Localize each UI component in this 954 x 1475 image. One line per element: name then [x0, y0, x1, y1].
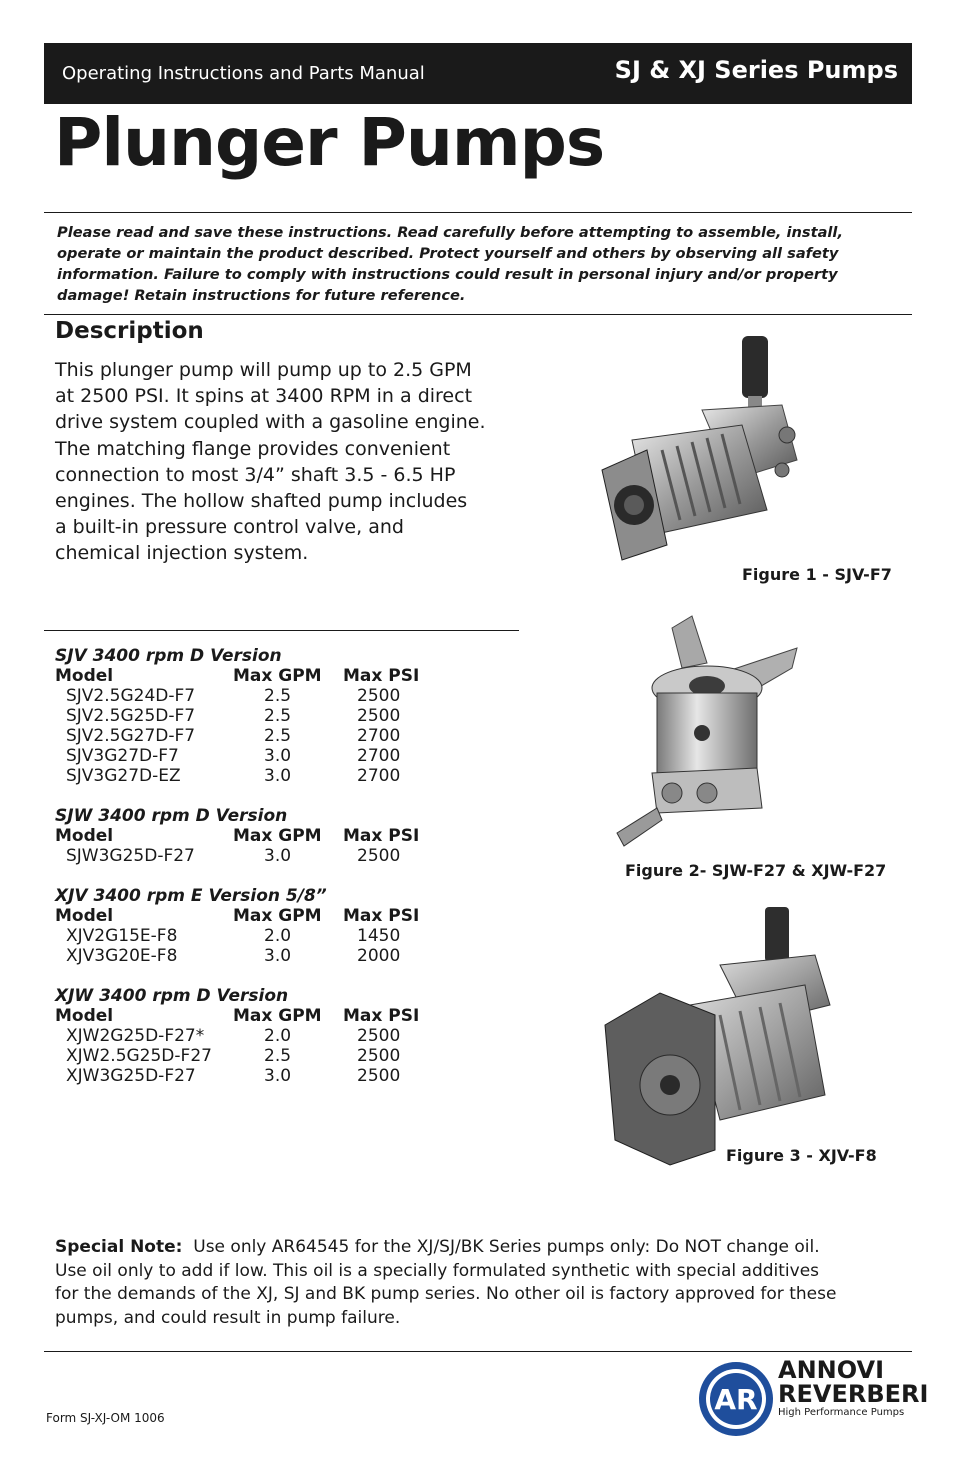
logo-tagline: High Performance Pumps — [778, 1407, 905, 1418]
special-note-line: for the demands of the XJ, SJ and BK pump series. No other oil is factory approved for these — [55, 1284, 837, 1304]
spec-psi: 2500 — [357, 1026, 401, 1046]
figure-2-pump-image — [612, 608, 802, 853]
spec-row — [55, 926, 475, 946]
description-line: chemical injection system. — [55, 542, 309, 565]
divider-top — [44, 212, 912, 213]
description-line: drive system coupled with a gasoline engine. — [55, 411, 486, 434]
description-text — [55, 357, 525, 567]
spec-section-title: XJW 3400 rpm D Version — [55, 986, 289, 1006]
spec-gpm: 2.5 — [264, 1046, 292, 1066]
psi-header: Max PSI — [343, 1006, 420, 1026]
divider-footer — [44, 1351, 912, 1352]
figure-3-caption: Figure 3 - XJV-F8 — [726, 1146, 877, 1165]
spec-psi: 2500 — [357, 686, 401, 706]
spec-gpm: 2.5 — [264, 706, 292, 726]
model-header: Model — [55, 906, 114, 926]
spec-header-row — [55, 826, 475, 846]
description-line: This plunger pump will pump up to 2.5 GPM — [55, 359, 472, 381]
spec-gpm: 3.0 — [264, 766, 292, 786]
spec-psi: 2500 — [357, 1046, 401, 1066]
spec-header-row — [55, 1006, 475, 1026]
special-note-line: Use only AR64545 for the XJ/SJ/BK Series pumps only: Do NOT change oil. — [193, 1237, 820, 1257]
spec-psi: 2000 — [357, 946, 401, 966]
spec-model: SJV2.5G27D-F7 — [66, 726, 196, 746]
spec-psi: 2700 — [357, 766, 401, 786]
logo-line-1: ANNOVI — [778, 1356, 885, 1384]
spec-model: XJW2G25D-F27* — [66, 1026, 205, 1046]
spec-model: XJV2G15E-F8 — [66, 926, 178, 946]
spec-row — [55, 706, 475, 726]
header-series: SJ & XJ Series Pumps — [614, 56, 898, 84]
description-line: a built-in pressure control valve, and — [55, 516, 404, 539]
spec-row — [55, 1066, 475, 1086]
annovi-reverberi-logo-icon — [696, 1359, 776, 1439]
spec-psi: 1450 — [357, 926, 401, 946]
logo-line-2: REVERBERI — [778, 1380, 929, 1408]
spec-gpm: 2.5 — [264, 726, 292, 746]
spec-header-row — [55, 906, 475, 926]
description-line: engines. The hollow shafted pump includes — [55, 490, 468, 513]
spec-header-row — [55, 666, 475, 686]
special-note-line: pumps, and could result in pump failure. — [55, 1307, 401, 1328]
special-note — [55, 1236, 905, 1330]
form-number: Form SJ-XJ-OM 1006 — [46, 1411, 165, 1425]
page-title: Plunger Pumps — [54, 104, 605, 181]
spec-model: XJV3G20E-F8 — [66, 946, 178, 966]
spec-row — [55, 946, 475, 966]
spec-section-xjw — [55, 986, 475, 1086]
spec-psi: 2500 — [357, 1066, 401, 1086]
figure-1-caption: Figure 1 - SJV-F7 — [742, 565, 892, 584]
model-header: Model — [55, 666, 114, 686]
spec-row — [55, 1046, 475, 1066]
model-header: Model — [55, 826, 114, 846]
header-subtitle: Operating Instructions and Parts Manual — [62, 63, 425, 84]
spec-gpm: 2.5 — [264, 686, 292, 706]
spec-gpm: 3.0 — [264, 1066, 292, 1086]
figure-3-pump-image — [600, 905, 840, 1167]
spec-gpm: 2.0 — [264, 926, 292, 946]
spec-section-title: XJV 3400 rpm E Version 5/8” — [55, 886, 327, 906]
description-line: The matching flange provides convenient — [55, 437, 451, 460]
spec-row — [55, 766, 475, 786]
spec-gpm: 3.0 — [264, 946, 292, 966]
figure-2-caption: Figure 2- SJW-F27 & XJW-F27 — [625, 861, 887, 880]
logo-mark: AR — [714, 1383, 758, 1416]
spec-gpm: 3.0 — [264, 846, 292, 866]
spec-section-title: SJW 3400 rpm D Version — [55, 806, 288, 826]
safety-warning: Please read and save these instructions. Read carefully before attempting to assemble, install, operate or maintain the product described. Protect yourself and others by observing all safety information. Failure to comply with instructions could result in personal injury and/or property damage! Retain instructions for future reference. — [57, 224, 843, 304]
gpm-header: Max GPM — [233, 1006, 322, 1026]
spec-row — [55, 846, 475, 866]
figure-1-pump-image — [592, 330, 822, 566]
spec-model: XJW3G25D-F27 — [66, 1066, 196, 1086]
spec-model: SJV3G27D-F7 — [66, 746, 179, 766]
spec-section-title: SJV 3400 rpm D Version — [55, 646, 282, 666]
special-note-label: Special Note: — [55, 1237, 183, 1257]
divider-warning — [44, 314, 912, 315]
spec-section-sjw — [55, 806, 475, 866]
special-note-line: Use oil only to add if low. This oil is a specially formulated synthetic with special additives — [55, 1260, 820, 1281]
divider-specs — [44, 630, 519, 631]
gpm-header: Max GPM — [233, 826, 322, 846]
psi-header: Max PSI — [343, 666, 420, 686]
model-header: Model — [55, 1006, 114, 1026]
gpm-header: Max GPM — [233, 666, 322, 686]
header-bar — [44, 43, 912, 104]
spec-row — [55, 686, 475, 706]
spec-gpm: 3.0 — [264, 746, 292, 766]
description-heading: Description — [55, 318, 204, 344]
spec-row — [55, 746, 475, 766]
spec-psi: 2700 — [357, 726, 401, 746]
spec-psi: 2500 — [357, 706, 401, 726]
spec-section-xjv — [55, 886, 475, 966]
psi-header: Max PSI — [343, 906, 420, 926]
spec-row — [55, 1026, 475, 1046]
description-line: at 2500 PSI. It spins at 3400 RPM in a direct — [55, 385, 473, 408]
spec-psi: 2700 — [357, 746, 401, 766]
spec-model: XJW2.5G25D-F27 — [66, 1046, 212, 1066]
spec-psi: 2500 — [357, 846, 401, 866]
gpm-header: Max GPM — [233, 906, 322, 926]
psi-header: Max PSI — [343, 826, 420, 846]
spec-gpm: 2.0 — [264, 1026, 292, 1046]
description-line: connection to most 3/4” shaft 3.5 - 6.5 HP — [55, 463, 456, 486]
spec-model: SJW3G25D-F27 — [66, 846, 195, 866]
spec-model: SJV3G27D-EZ — [66, 766, 181, 786]
spec-row — [55, 726, 475, 746]
spec-model: SJV2.5G24D-F7 — [66, 686, 196, 706]
spec-model: SJV2.5G25D-F7 — [66, 706, 196, 726]
spec-section-sjv — [55, 646, 475, 786]
